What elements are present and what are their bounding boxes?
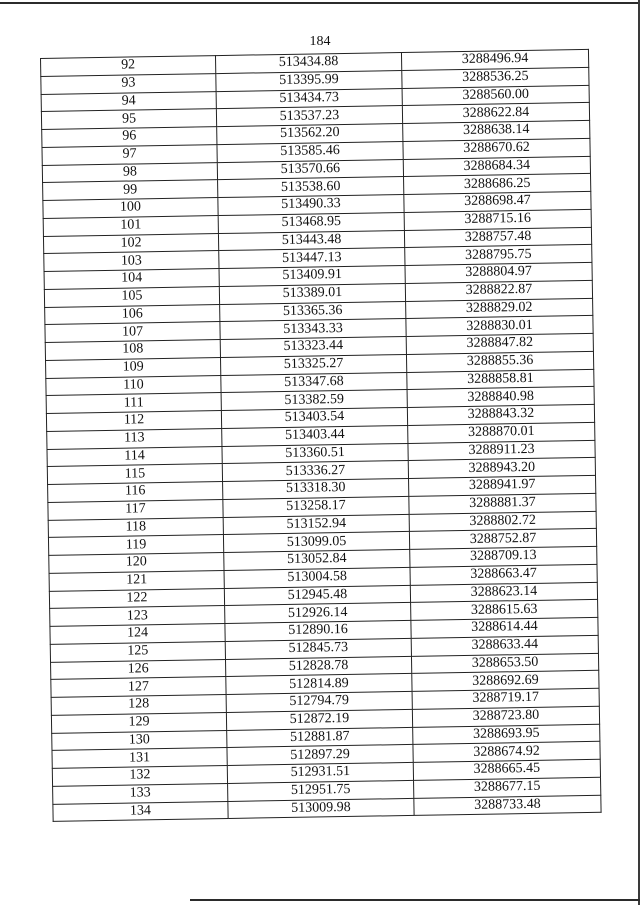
y-coordinate-cell: 3288752.87 [409,529,596,550]
point-number-cell: 108 [45,340,220,361]
x-coordinate-cell: 513403.44 [222,425,408,446]
y-coordinate-cell: 3288560.00 [402,85,589,106]
point-number-cell: 119 [48,535,223,556]
point-number-cell: 95 [41,109,216,130]
x-coordinate-cell: 513258.17 [223,496,409,517]
x-coordinate-cell: 512828.78 [225,656,411,677]
y-coordinate-cell: 3288496.94 [401,49,588,70]
point-number-cell: 98 [42,162,217,183]
point-number-cell: 118 [48,517,223,538]
point-number-cell: 131 [52,748,227,769]
y-coordinate-cell: 3288670.62 [403,138,590,159]
y-coordinate-cell: 3288795.75 [405,245,592,266]
y-coordinate-cell: 3288615.63 [411,600,598,621]
y-coordinate-cell: 3288715.16 [404,209,591,230]
point-number-cell: 133 [53,783,228,804]
x-coordinate-cell: 513490.33 [218,194,404,215]
x-coordinate-cell: 513409.91 [219,265,405,286]
y-coordinate-cell: 3288674.92 [413,742,600,763]
y-coordinate-cell: 3288709.13 [410,546,597,567]
point-number-cell: 104 [44,269,219,290]
x-coordinate-cell: 513585.46 [217,141,403,162]
point-number-cell: 94 [41,91,216,112]
x-coordinate-cell: 513052.84 [224,549,410,570]
x-coordinate-cell: 513099.05 [223,532,409,553]
x-coordinate-cell: 513365.36 [220,301,406,322]
point-number-cell: 115 [47,464,222,485]
coordinate-table-wrapper [40,49,601,822]
y-coordinate-cell: 3288855.36 [406,351,593,372]
x-coordinate-cell: 512845.73 [225,638,411,659]
point-number-cell: 134 [53,801,228,822]
x-coordinate-cell: 513325.27 [220,354,406,375]
y-coordinate-cell: 3288843.32 [407,404,594,425]
point-number-cell: 125 [50,641,225,662]
x-coordinate-cell: 513434.88 [215,53,401,74]
y-coordinate-cell: 3288829.02 [406,298,593,319]
x-coordinate-cell: 513004.58 [224,567,410,588]
y-coordinate-cell: 3288633.44 [411,635,598,656]
y-coordinate-cell: 3288804.97 [405,262,592,283]
point-number-cell: 127 [51,677,226,698]
y-coordinate-cell: 3288943.20 [408,458,595,479]
y-coordinate-cell: 3288822.87 [405,280,592,301]
y-coordinate-cell: 3288830.01 [406,316,593,337]
point-number-cell: 93 [41,73,216,94]
x-coordinate-cell: 513537.23 [216,106,402,127]
x-coordinate-cell: 513447.13 [219,248,405,269]
point-number-cell: 122 [49,588,224,609]
point-number-cell: 112 [46,411,221,432]
point-number-cell: 130 [52,730,227,751]
y-coordinate-cell: 3288638.14 [403,120,590,141]
point-number-cell: 114 [47,446,222,467]
y-coordinate-cell: 3288677.15 [414,777,601,798]
point-number-cell: 101 [43,215,218,236]
coordinate-table-body [41,49,602,821]
y-coordinate-cell: 3288684.34 [403,156,590,177]
x-coordinate-cell: 513382.59 [221,390,407,411]
x-coordinate-cell: 513434.73 [216,88,402,109]
x-coordinate-cell: 513389.01 [219,283,405,304]
point-number-cell: 113 [47,428,222,449]
point-number-cell: 126 [51,659,226,680]
x-coordinate-cell: 512890.16 [225,620,411,641]
y-coordinate-cell: 3288941.97 [409,475,596,496]
x-coordinate-cell: 512881.87 [227,727,413,748]
y-coordinate-cell: 3288614.44 [411,617,598,638]
x-coordinate-cell: 513468.95 [218,212,404,233]
point-number-cell: 110 [46,375,221,396]
y-coordinate-cell: 3288719.17 [412,688,599,709]
x-coordinate-cell: 513336.27 [222,461,408,482]
point-number-cell: 121 [49,570,224,591]
x-coordinate-cell: 512814.89 [226,674,412,695]
point-number-cell: 96 [42,127,217,148]
scan-edge-bottom [190,899,640,901]
y-coordinate-cell: 3288847.82 [406,333,593,354]
point-number-cell: 128 [51,695,226,716]
point-number-cell: 102 [43,233,218,254]
point-number-cell: 111 [46,393,221,414]
page-number: 184 [309,34,331,49]
scan-edge-top [0,2,640,4]
x-coordinate-cell: 512794.79 [226,691,412,712]
x-coordinate-cell: 513443.48 [218,230,404,251]
y-coordinate-cell: 3288698.47 [404,191,591,212]
x-coordinate-cell: 513403.54 [221,407,407,428]
point-number-cell: 92 [41,56,216,77]
y-coordinate-cell: 3288686.25 [404,174,591,195]
x-coordinate-cell: 512931.51 [227,762,413,783]
x-coordinate-cell: 513323.44 [220,336,406,357]
point-number-cell: 99 [43,180,218,201]
point-number-cell: 100 [43,198,218,219]
y-coordinate-cell: 3288665.45 [413,759,600,780]
y-coordinate-cell: 3288757.48 [404,227,591,248]
y-coordinate-cell: 3288663.47 [410,564,597,585]
x-coordinate-cell: 513009.98 [228,798,414,819]
x-coordinate-cell: 513343.33 [220,319,406,340]
y-coordinate-cell: 3288693.95 [413,724,600,745]
point-number-cell: 129 [51,712,226,733]
x-coordinate-cell: 512897.29 [227,745,413,766]
x-coordinate-cell: 512945.48 [224,585,410,606]
point-number-cell: 105 [44,286,219,307]
y-coordinate-cell: 3288623.14 [410,582,597,603]
y-coordinate-cell: 3288536.25 [402,67,589,88]
y-coordinate-cell: 3288870.01 [408,422,595,443]
x-coordinate-cell: 513152.94 [223,514,409,535]
point-number-cell: 120 [49,553,224,574]
point-number-cell: 117 [48,499,223,520]
x-coordinate-cell: 512951.75 [228,780,414,801]
y-coordinate-cell: 3288733.48 [414,795,601,816]
x-coordinate-cell: 513570.66 [217,159,403,180]
y-coordinate-cell: 3288802.72 [409,511,596,532]
point-number-cell: 132 [52,765,227,786]
x-coordinate-cell: 513347.68 [221,372,407,393]
x-coordinate-cell: 512872.19 [226,709,412,730]
coordinate-table [40,49,602,822]
x-coordinate-cell: 513395.99 [216,70,402,91]
x-coordinate-cell: 513538.60 [218,177,404,198]
y-coordinate-cell: 3288622.84 [402,103,589,124]
y-coordinate-cell: 3288858.81 [407,369,594,390]
point-number-cell: 116 [48,482,223,503]
point-number-cell: 103 [44,251,219,272]
y-coordinate-cell: 3288653.50 [411,653,598,674]
point-number-cell: 124 [50,624,225,645]
y-coordinate-cell: 3288840.98 [407,387,594,408]
x-coordinate-cell: 512926.14 [225,603,411,624]
point-number-cell: 123 [50,606,225,627]
y-coordinate-cell: 3288723.80 [412,706,599,727]
point-number-cell: 106 [45,304,220,325]
x-coordinate-cell: 513318.30 [223,478,409,499]
point-number-cell: 109 [46,357,221,378]
y-coordinate-cell: 3288692.69 [412,671,599,692]
y-coordinate-cell: 3288881.37 [409,493,596,514]
x-coordinate-cell: 513360.51 [222,443,408,464]
point-number-cell: 97 [42,144,217,165]
y-coordinate-cell: 3288911.23 [408,440,595,461]
x-coordinate-cell: 513562.20 [217,123,403,144]
point-number-cell: 107 [45,322,220,343]
